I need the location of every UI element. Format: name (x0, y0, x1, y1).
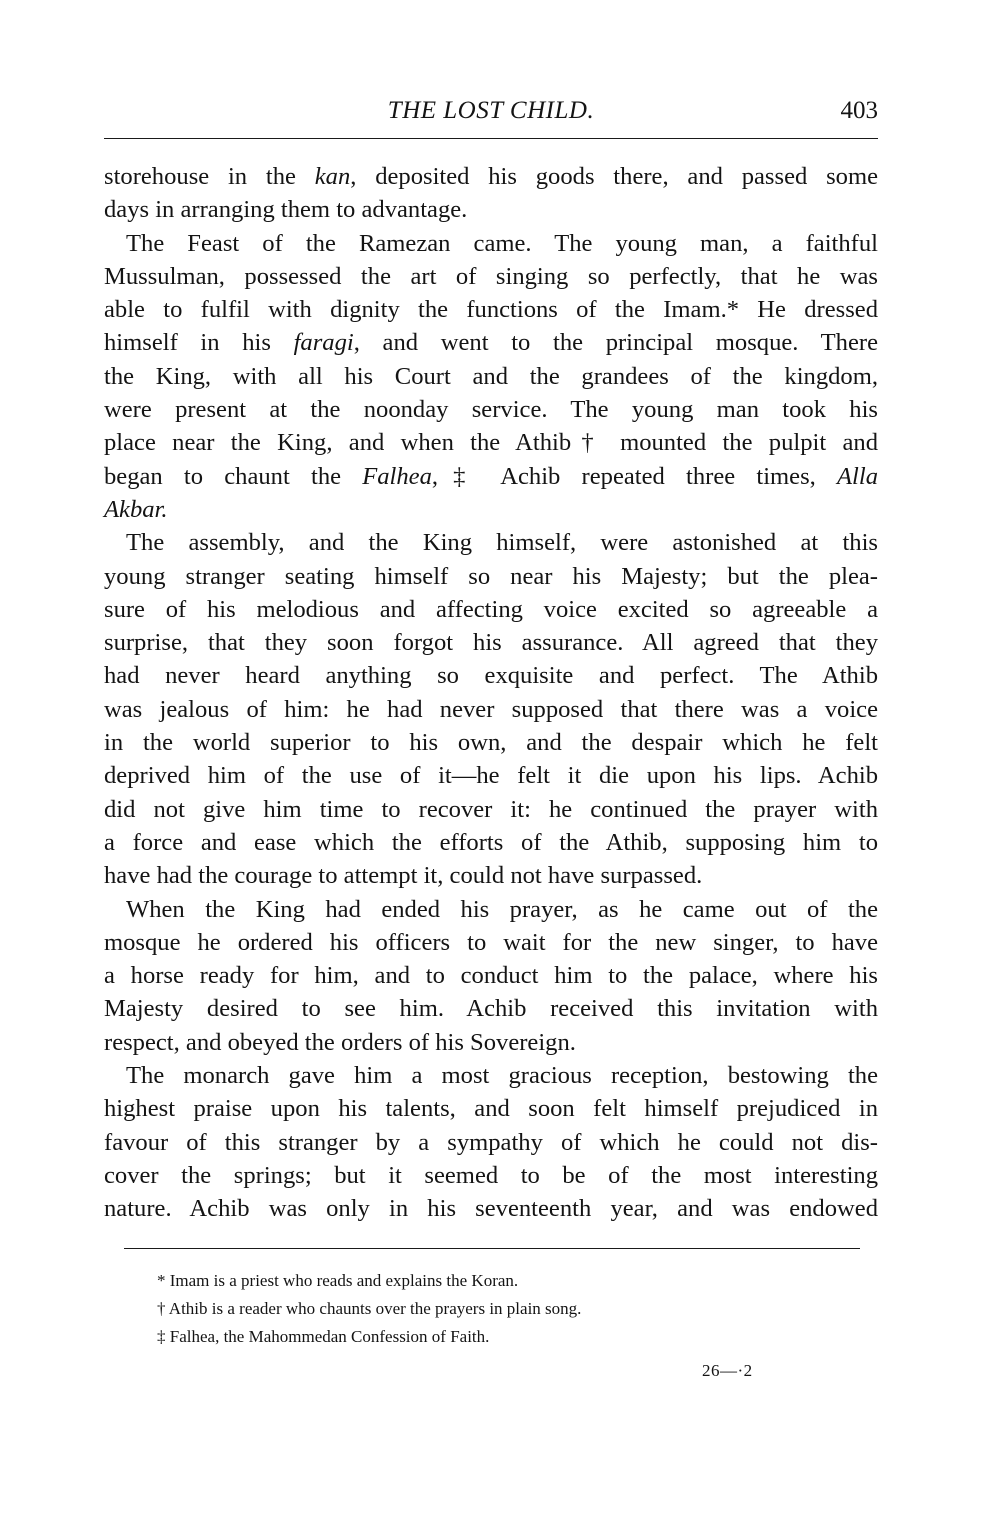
paragraph (104, 160, 878, 227)
italic-term: Akbar. (104, 495, 168, 523)
text-line: a horse ready for him, and to conduct him to the palace, where his (104, 962, 878, 990)
italic-term: Alla (837, 462, 878, 490)
text-line: Mussulman, possessed the art of singing so perfectly, that he was (104, 262, 878, 290)
text-line: young stranger seating himself so near his Majesty; but the plea- (104, 562, 878, 590)
text-line: days in arranging them to advantage. (104, 196, 468, 224)
footnote: † Athib is a reader who chaunts over the prayers in plain song. (157, 1299, 582, 1318)
text-line: cover the springs; but it seemed to be of the most interesting (104, 1161, 878, 1189)
text-line: nature. Achib was only in his seventeenth year, and was endowed (104, 1195, 878, 1223)
text-line: himself in his faragi, and went to the principal mosque. There (104, 329, 878, 357)
text-line: The Feast of the Ramezan came. The young man, a faithful (126, 229, 878, 257)
text-line: was jealous of him: he had never supposed that there was a voice (104, 695, 878, 723)
paragraph (104, 893, 878, 1059)
page-number: 403 (840, 97, 878, 124)
text-line: have had the courage to attempt it, could not have surpassed. (104, 862, 703, 890)
footnotes (157, 1267, 837, 1351)
footnote-rule (124, 1248, 860, 1249)
footnote: ‡ Falhea, the Mahommedan Confession of Faith. (157, 1327, 490, 1346)
text-line: sure of his melodious and affecting voice excited so agreeable a (104, 595, 878, 623)
text-line: the King, with all his Court and the grandees of the kingdom, (104, 362, 878, 390)
text-line: mosque he ordered his officers to wait for the new singer, to have (104, 928, 878, 956)
body-text (104, 160, 878, 1226)
italic-term: kan (314, 163, 351, 190)
text-line: respect, and obeyed the orders of his Sovereign. (104, 1028, 576, 1056)
signature-mark: 26—·2 (702, 1361, 753, 1380)
text-line: began to chaunt the Falhea,‡ Achib repeated three times, Alla (104, 462, 878, 490)
text-line: were present at the noonday service. The young man took his (104, 396, 878, 424)
text-line: surprise, that they soon forgot his assurance. All agreed that they (104, 629, 878, 657)
paragraph (104, 227, 878, 527)
running-head (104, 93, 878, 129)
text-line: a force and ease which the efforts of the Athib, supposing him to (104, 828, 878, 856)
text-line: did not give him time to recover it: he continued the prayer with (104, 795, 878, 823)
text-line (104, 493, 878, 526)
paragraph (104, 1059, 878, 1225)
text-line: highest praise upon his talents, and soon felt himself prejudiced in (104, 1095, 878, 1123)
text-line: in the world superior to his own, and the despair which he felt (104, 729, 878, 757)
text-line: had never heard anything so exquisite and perfect. The Athib (104, 662, 878, 690)
text-line: The assembly, and the King himself, were astonished at this (126, 529, 878, 557)
text-line: The monarch gave him a most gracious reception, bestowing the (126, 1062, 878, 1090)
text-line: storehouse in the kan, deposited his goods there, and passed some (104, 163, 878, 190)
italic-term: faragi (293, 329, 354, 357)
header-rule (104, 138, 878, 139)
text-line: place near the King, and when the Athib† mounted the pulpit and (104, 429, 878, 457)
italic-term: Falhea (362, 462, 432, 490)
text-line: able to fulfil with dignity the functions of the Imam.* He dressed (104, 296, 878, 324)
text-line: deprived him of the use of it—he felt it die upon his lips. Achib (104, 762, 878, 790)
running-title: THE LOST CHILD. (387, 97, 595, 124)
paragraph (104, 526, 878, 892)
text-line: When the King had ended his prayer, as he came out of the (126, 895, 878, 923)
text-line: Majesty desired to see him. Achib received this invitation with (104, 995, 878, 1023)
text-line: favour of this stranger by a sympathy of which he could not dis- (104, 1128, 878, 1156)
footnote: * Imam is a priest who reads and explains the Koran. (157, 1271, 519, 1290)
